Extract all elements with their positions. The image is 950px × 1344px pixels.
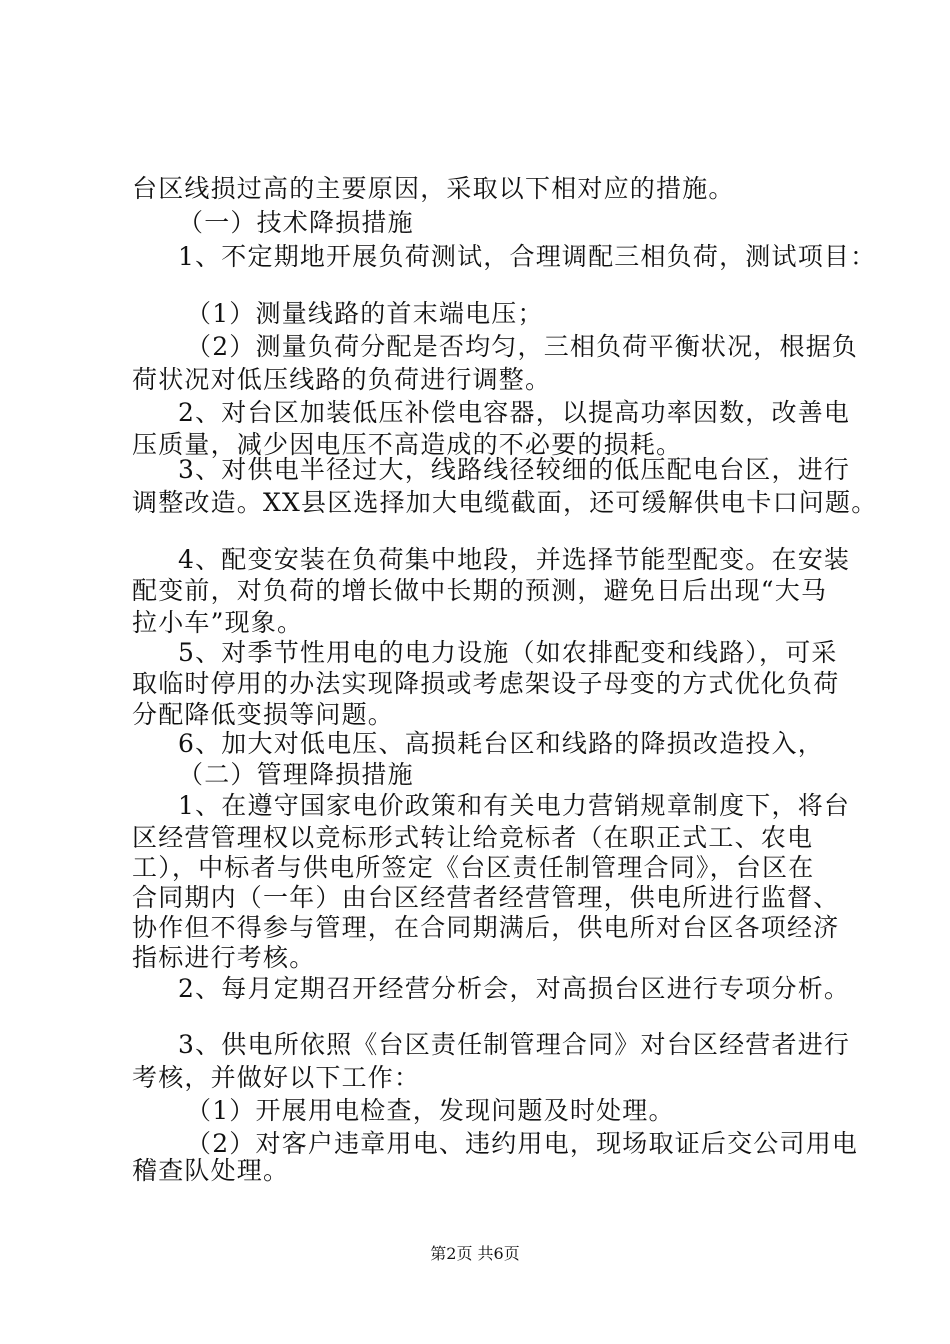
- text-line: 5、对季节性用电的电力设施（如农排配变和线路），可采: [178, 638, 838, 667]
- text-line: （1）测量线路的首末端电压；: [186, 299, 544, 328]
- text-line: 2、对台区加装低压补偿电容器，以提高功率因数，改善电: [178, 398, 851, 427]
- section-heading: （一）技术降损措施: [178, 208, 414, 237]
- section-heading: （二）管理降损措施: [178, 760, 414, 789]
- text-line: 台区线损过高的主要原因，采取以下相对应的措施。: [132, 174, 735, 203]
- text-line: 工），中标者与供电所签定《台区责任制管理合同》，台区在: [132, 853, 815, 882]
- text-line: 调整改造。XX县区选择加大电缆截面，还可缓解供电卡口问题。: [132, 488, 878, 517]
- text-line: 稽查队处理。: [132, 1156, 290, 1185]
- text-line: 拉小车”现象。: [132, 608, 304, 637]
- text-line: 合同期内（一年）由台区经营者经营管理，供电所进行监督、: [132, 883, 840, 912]
- page-number-footer: 第2页 共6页: [430, 1244, 520, 1263]
- text-line: 考核，并做好以下工作：: [132, 1063, 421, 1092]
- text-line: 荷状况对低压线路的负荷进行调整。: [132, 365, 552, 394]
- text-line: 压质量，减少因电压不高造成的不必要的损耗。: [132, 430, 683, 459]
- text-line: 1、在遵守国家电价政策和有关电力营销规章制度下，将台: [178, 791, 851, 820]
- text-line: （2）测量负荷分配是否均匀，三相负荷平衡状况，根据负: [186, 332, 859, 361]
- text-line: 分配降低变损等问题。: [132, 700, 395, 729]
- text-line: 3、对供电半径过大，线路线径较细的低压配电台区，进行: [178, 455, 851, 484]
- text-line: 2、每月定期召开经营分析会，对高损台区进行专项分析。: [178, 974, 851, 1003]
- text-line: 1、不定期地开展负荷测试，合理调配三相负荷，测试项目：: [178, 242, 877, 271]
- text-line: 4、配变安装在负荷集中地段，并选择节能型配变。在安装: [178, 545, 851, 574]
- text-line: 指标进行考核。: [132, 943, 316, 972]
- text-line: 区经营管理权以竞标形式转让给竞标者（在职正式工、农电: [132, 823, 814, 852]
- text-line: 6、加大对低电压、高损耗台区和线路的降损改造投入，: [178, 729, 824, 758]
- text-line: 3、供电所依照《台区责任制管理合同》对台区经营者进行: [178, 1030, 851, 1059]
- text-line: （1）开展用电检查，发现问题及时处理。: [186, 1096, 675, 1125]
- text-line: 协作但不得参与管理，在合同期满后，供电所对台区各项经济: [132, 913, 840, 942]
- text-line: （2）对客户违章用电、违约用电，现场取证后交公司用电: [186, 1129, 859, 1158]
- text-line: 配变前，对负荷的增长做中长期的预测，避免日后出现“大马: [132, 576, 828, 605]
- text-line: 取临时停用的办法实现降损或考虑架设子母变的方式优化负荷: [132, 669, 840, 698]
